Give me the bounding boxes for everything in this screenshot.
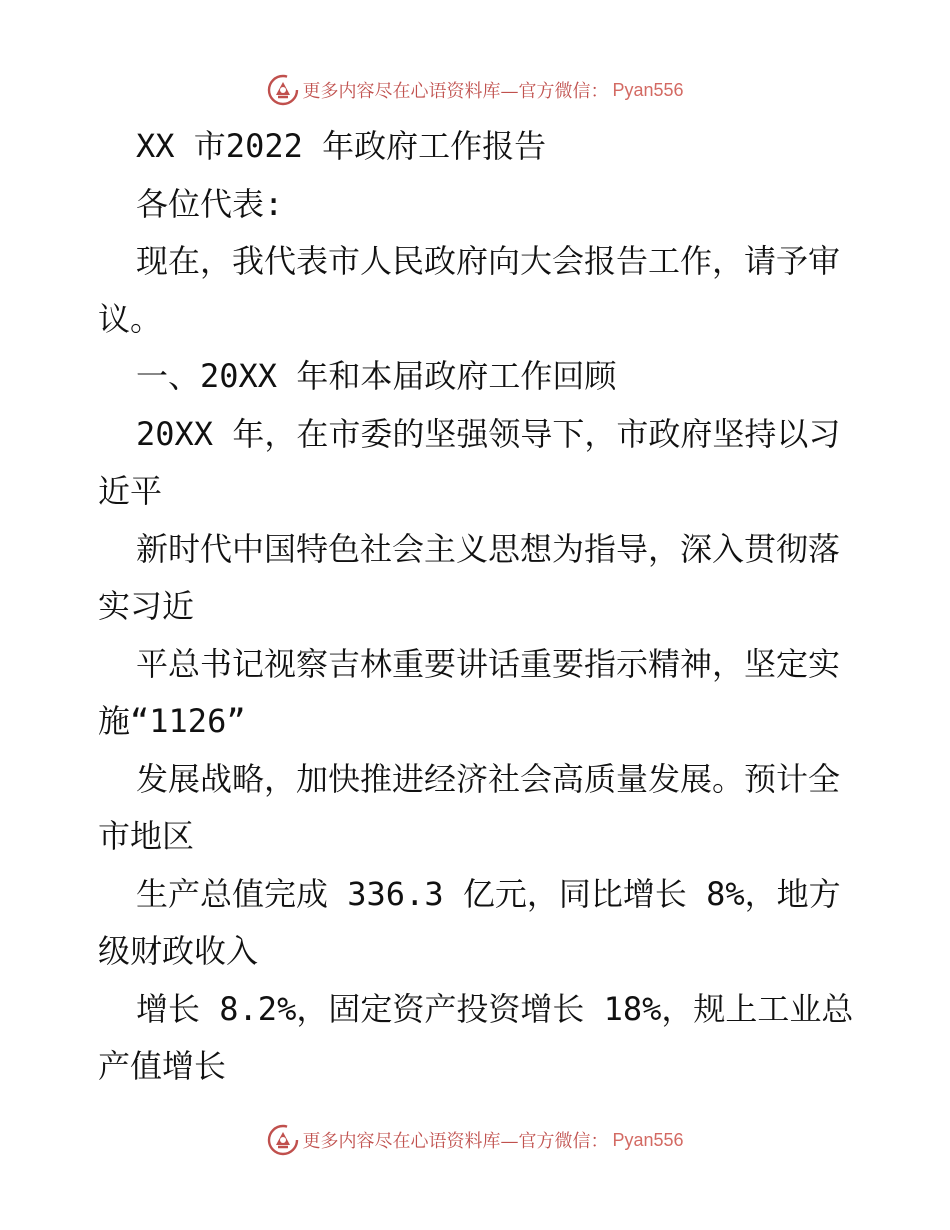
- footer-watermark: [0, 1120, 950, 1160]
- paragraph: 20XX 年，在市委的坚强领导下，市政府坚持以习近平: [98, 414, 841, 510]
- watermark-text: 更多内容尽在心语资料库—官方微信：: [302, 81, 609, 102]
- paragraph: 新时代中国特色社会主义思想为指导，深入贯彻落实习近: [98, 529, 841, 625]
- section-heading: 一、20XX 年和本届政府工作回顾: [136, 357, 617, 395]
- header-watermark: [0, 70, 950, 110]
- paragraph: 生产总值完成 336.3 亿元，同比增长 8%，地方级财政收入: [98, 874, 841, 970]
- watermark-text: 更多内容尽在心语资料库—官方微信：: [302, 1131, 609, 1152]
- paragraph: 现在，我代表市人民政府向大会报告工作，请予审议。: [98, 242, 841, 338]
- document-title: XX 市2022 年政府工作报告: [136, 127, 547, 165]
- watermark-wechat-id: Pyan556: [612, 79, 684, 100]
- salutation: 各位代表:: [136, 184, 284, 223]
- paragraph: 增长 8.2%，固定资产投资增长 18%，规上工业总产值增长: [98, 989, 854, 1085]
- book-logo-icon: [266, 73, 300, 107]
- paragraph: 发展战略，加快推进经济社会高质量发展。预计全市地区: [98, 759, 841, 855]
- paragraph: 平总书记视察吉林重要讲话重要指示精神，坚定实施“1126”: [98, 644, 841, 740]
- watermark-wechat-id: Pyan556: [612, 1129, 684, 1150]
- book-logo-icon: [266, 1123, 300, 1157]
- document-body: [98, 118, 858, 1096]
